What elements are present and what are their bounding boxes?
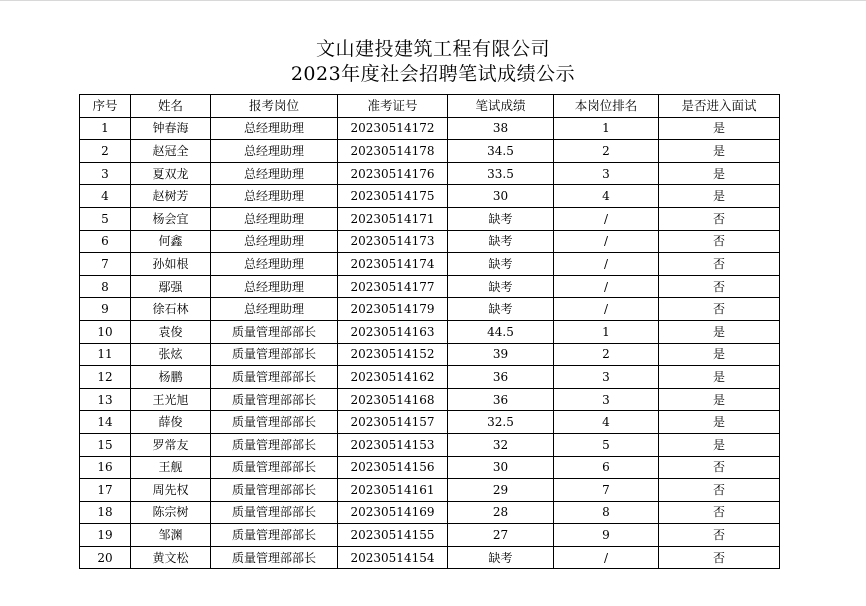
cell-col-interview: 否 xyxy=(659,456,780,479)
cell-col-name: 袁俊 xyxy=(131,320,211,343)
cell-col-exam-id: 20230514178 xyxy=(338,140,448,163)
cell-col-name: 鄢强 xyxy=(131,275,211,298)
cell-col-exam-id: 20230514155 xyxy=(338,524,448,547)
cell-col-rank: 2 xyxy=(554,140,659,163)
cell-col-index: 10 xyxy=(80,320,131,343)
cell-col-interview: 是 xyxy=(659,140,780,163)
results-table xyxy=(79,94,780,569)
cell-col-rank: 7 xyxy=(554,479,659,502)
cell-col-score: 44.5 xyxy=(448,320,554,343)
cell-col-name: 王舰 xyxy=(131,456,211,479)
cell-col-rank: 6 xyxy=(554,456,659,479)
cell-col-position: 质量管理部部长 xyxy=(211,433,338,456)
cell-col-rank: 8 xyxy=(554,501,659,524)
cell-col-score: 29 xyxy=(448,479,554,502)
cell-col-position: 质量管理部部长 xyxy=(211,388,338,411)
cell-col-index: 1 xyxy=(80,117,131,140)
cell-col-rank: 1 xyxy=(554,117,659,140)
cell-col-score: 36 xyxy=(448,366,554,389)
cell-col-score: 28 xyxy=(448,501,554,524)
cell-col-name: 邹渊 xyxy=(131,524,211,547)
cell-col-position: 总经理助理 xyxy=(211,230,338,253)
cell-col-interview: 否 xyxy=(659,524,780,547)
cell-col-rank: / xyxy=(554,546,659,569)
cell-col-exam-id: 20230514163 xyxy=(338,320,448,343)
cell-col-interview: 是 xyxy=(659,411,780,434)
header-col-exam-id: 准考证号 xyxy=(338,95,448,118)
page-top-rule xyxy=(0,0,866,1)
cell-col-index: 4 xyxy=(80,185,131,208)
cell-col-exam-id: 20230514179 xyxy=(338,298,448,321)
cell-col-score: 缺考 xyxy=(448,298,554,321)
table-row xyxy=(80,298,780,321)
cell-col-exam-id: 20230514157 xyxy=(338,411,448,434)
cell-col-exam-id: 20230514172 xyxy=(338,117,448,140)
cell-col-index: 13 xyxy=(80,388,131,411)
cell-col-score: 27 xyxy=(448,524,554,547)
table-row xyxy=(80,185,780,208)
cell-col-index: 9 xyxy=(80,298,131,321)
table-row xyxy=(80,162,780,185)
cell-col-name: 徐石林 xyxy=(131,298,211,321)
cell-col-index: 16 xyxy=(80,456,131,479)
cell-col-score: 34.5 xyxy=(448,140,554,163)
table-row xyxy=(80,320,780,343)
table-row xyxy=(80,546,780,569)
cell-col-index: 8 xyxy=(80,275,131,298)
table-row xyxy=(80,253,780,276)
cell-col-exam-id: 20230514162 xyxy=(338,366,448,389)
cell-col-rank: 9 xyxy=(554,524,659,547)
table-row xyxy=(80,275,780,298)
cell-col-interview: 否 xyxy=(659,230,780,253)
cell-col-exam-id: 20230514169 xyxy=(338,501,448,524)
cell-col-exam-id: 20230514176 xyxy=(338,162,448,185)
cell-col-exam-id: 20230514156 xyxy=(338,456,448,479)
cell-col-interview: 是 xyxy=(659,320,780,343)
cell-col-exam-id: 20230514175 xyxy=(338,185,448,208)
cell-col-score: 缺考 xyxy=(448,207,554,230)
cell-col-position: 总经理助理 xyxy=(211,298,338,321)
cell-col-score: 缺考 xyxy=(448,253,554,276)
table-row xyxy=(80,479,780,502)
document-title: 文山建投建筑工程有限公司 xyxy=(315,38,550,60)
cell-col-rank: 3 xyxy=(554,388,659,411)
cell-col-position: 质量管理部部长 xyxy=(211,366,338,389)
cell-col-index: 20 xyxy=(80,546,131,569)
cell-col-interview: 否 xyxy=(659,501,780,524)
cell-col-rank: 5 xyxy=(554,433,659,456)
cell-col-position: 质量管理部部长 xyxy=(211,411,338,434)
cell-col-name: 夏双龙 xyxy=(131,162,211,185)
header-col-index: 序号 xyxy=(80,95,131,118)
cell-col-name: 孙如根 xyxy=(131,253,211,276)
cell-col-exam-id: 20230514173 xyxy=(338,230,448,253)
header-col-rank: 本岗位排名 xyxy=(554,95,659,118)
table-row xyxy=(80,140,780,163)
cell-col-name: 黄文松 xyxy=(131,546,211,569)
cell-col-interview: 否 xyxy=(659,298,780,321)
cell-col-index: 6 xyxy=(80,230,131,253)
header-col-position: 报考岗位 xyxy=(211,95,338,118)
cell-col-name: 周先权 xyxy=(131,479,211,502)
cell-col-exam-id: 20230514171 xyxy=(338,207,448,230)
cell-col-score: 30 xyxy=(448,185,554,208)
cell-col-score: 38 xyxy=(448,117,554,140)
cell-col-name: 王光旭 xyxy=(131,388,211,411)
cell-col-exam-id: 20230514168 xyxy=(338,388,448,411)
cell-col-rank: / xyxy=(554,275,659,298)
cell-col-interview: 否 xyxy=(659,546,780,569)
cell-col-interview: 否 xyxy=(659,253,780,276)
cell-col-name: 赵树芳 xyxy=(131,185,211,208)
cell-col-index: 14 xyxy=(80,411,131,434)
cell-col-position: 总经理助理 xyxy=(211,253,338,276)
cell-col-exam-id: 20230514153 xyxy=(338,433,448,456)
cell-col-name: 张炫 xyxy=(131,343,211,366)
cell-col-exam-id: 20230514161 xyxy=(338,479,448,502)
cell-col-name: 何鑫 xyxy=(131,230,211,253)
cell-col-position: 总经理助理 xyxy=(211,117,338,140)
table-row xyxy=(80,366,780,389)
cell-col-score: 33.5 xyxy=(448,162,554,185)
cell-col-index: 7 xyxy=(80,253,131,276)
cell-col-interview: 是 xyxy=(659,162,780,185)
cell-col-name: 钟春海 xyxy=(131,117,211,140)
cell-col-interview: 是 xyxy=(659,343,780,366)
table-row xyxy=(80,230,780,253)
cell-col-exam-id: 20230514154 xyxy=(338,546,448,569)
cell-col-position: 总经理助理 xyxy=(211,162,338,185)
cell-col-index: 12 xyxy=(80,366,131,389)
cell-col-score: 32.5 xyxy=(448,411,554,434)
cell-col-index: 2 xyxy=(80,140,131,163)
cell-col-name: 罗常友 xyxy=(131,433,211,456)
cell-col-exam-id: 20230514177 xyxy=(338,275,448,298)
cell-col-interview: 是 xyxy=(659,185,780,208)
table-row xyxy=(80,117,780,140)
cell-col-interview: 是 xyxy=(659,117,780,140)
table-row xyxy=(80,524,780,547)
cell-col-interview: 否 xyxy=(659,479,780,502)
cell-col-index: 3 xyxy=(80,162,131,185)
cell-col-rank: 3 xyxy=(554,162,659,185)
cell-col-position: 总经理助理 xyxy=(211,140,338,163)
cell-col-position: 质量管理部部长 xyxy=(211,546,338,569)
cell-col-interview: 否 xyxy=(659,275,780,298)
cell-col-rank: / xyxy=(554,230,659,253)
cell-col-position: 总经理助理 xyxy=(211,275,338,298)
table-row xyxy=(80,456,780,479)
cell-col-score: 缺考 xyxy=(448,546,554,569)
header-col-interview: 是否进入面试 xyxy=(659,95,780,118)
cell-col-name: 杨会宜 xyxy=(131,207,211,230)
cell-col-rank: / xyxy=(554,207,659,230)
cell-col-rank: 4 xyxy=(554,185,659,208)
cell-col-rank: 4 xyxy=(554,411,659,434)
cell-col-name: 陈宗树 xyxy=(131,501,211,524)
table-row xyxy=(80,411,780,434)
cell-col-rank: / xyxy=(554,298,659,321)
table-row xyxy=(80,343,780,366)
cell-col-interview: 是 xyxy=(659,388,780,411)
table-header-row xyxy=(80,95,780,118)
cell-col-name: 赵冠全 xyxy=(131,140,211,163)
cell-col-position: 质量管理部部长 xyxy=(211,501,338,524)
table-row xyxy=(80,207,780,230)
cell-col-position: 质量管理部部长 xyxy=(211,320,338,343)
header-col-score: 笔试成绩 xyxy=(448,95,554,118)
cell-col-position: 质量管理部部长 xyxy=(211,456,338,479)
cell-col-index: 15 xyxy=(80,433,131,456)
cell-col-score: 36 xyxy=(448,388,554,411)
table-row xyxy=(80,501,780,524)
cell-col-score: 32 xyxy=(448,433,554,456)
table-body xyxy=(80,117,780,569)
cell-col-index: 19 xyxy=(80,524,131,547)
cell-col-rank: / xyxy=(554,253,659,276)
cell-col-position: 总经理助理 xyxy=(211,207,338,230)
cell-col-index: 18 xyxy=(80,501,131,524)
table-row xyxy=(80,388,780,411)
cell-col-rank: 3 xyxy=(554,366,659,389)
cell-col-interview: 是 xyxy=(659,366,780,389)
header-col-name: 姓名 xyxy=(131,95,211,118)
cell-col-position: 总经理助理 xyxy=(211,185,338,208)
cell-col-score: 缺考 xyxy=(448,230,554,253)
cell-col-exam-id: 20230514174 xyxy=(338,253,448,276)
cell-col-rank: 2 xyxy=(554,343,659,366)
cell-col-name: 薛俊 xyxy=(131,411,211,434)
cell-col-score: 缺考 xyxy=(448,275,554,298)
cell-col-index: 5 xyxy=(80,207,131,230)
cell-col-index: 17 xyxy=(80,479,131,502)
document-subtitle: 2023年度社会招聘笔试成绩公示 xyxy=(290,63,576,85)
cell-col-rank: 1 xyxy=(554,320,659,343)
cell-col-interview: 是 xyxy=(659,433,780,456)
cell-col-name: 杨鹏 xyxy=(131,366,211,389)
cell-col-score: 30 xyxy=(448,456,554,479)
table-row xyxy=(80,433,780,456)
cell-col-interview: 否 xyxy=(659,207,780,230)
cell-col-position: 质量管理部部长 xyxy=(211,343,338,366)
cell-col-index: 11 xyxy=(80,343,131,366)
cell-col-exam-id: 20230514152 xyxy=(338,343,448,366)
cell-col-score: 39 xyxy=(448,343,554,366)
cell-col-position: 质量管理部部长 xyxy=(211,524,338,547)
cell-col-position: 质量管理部部长 xyxy=(211,479,338,502)
